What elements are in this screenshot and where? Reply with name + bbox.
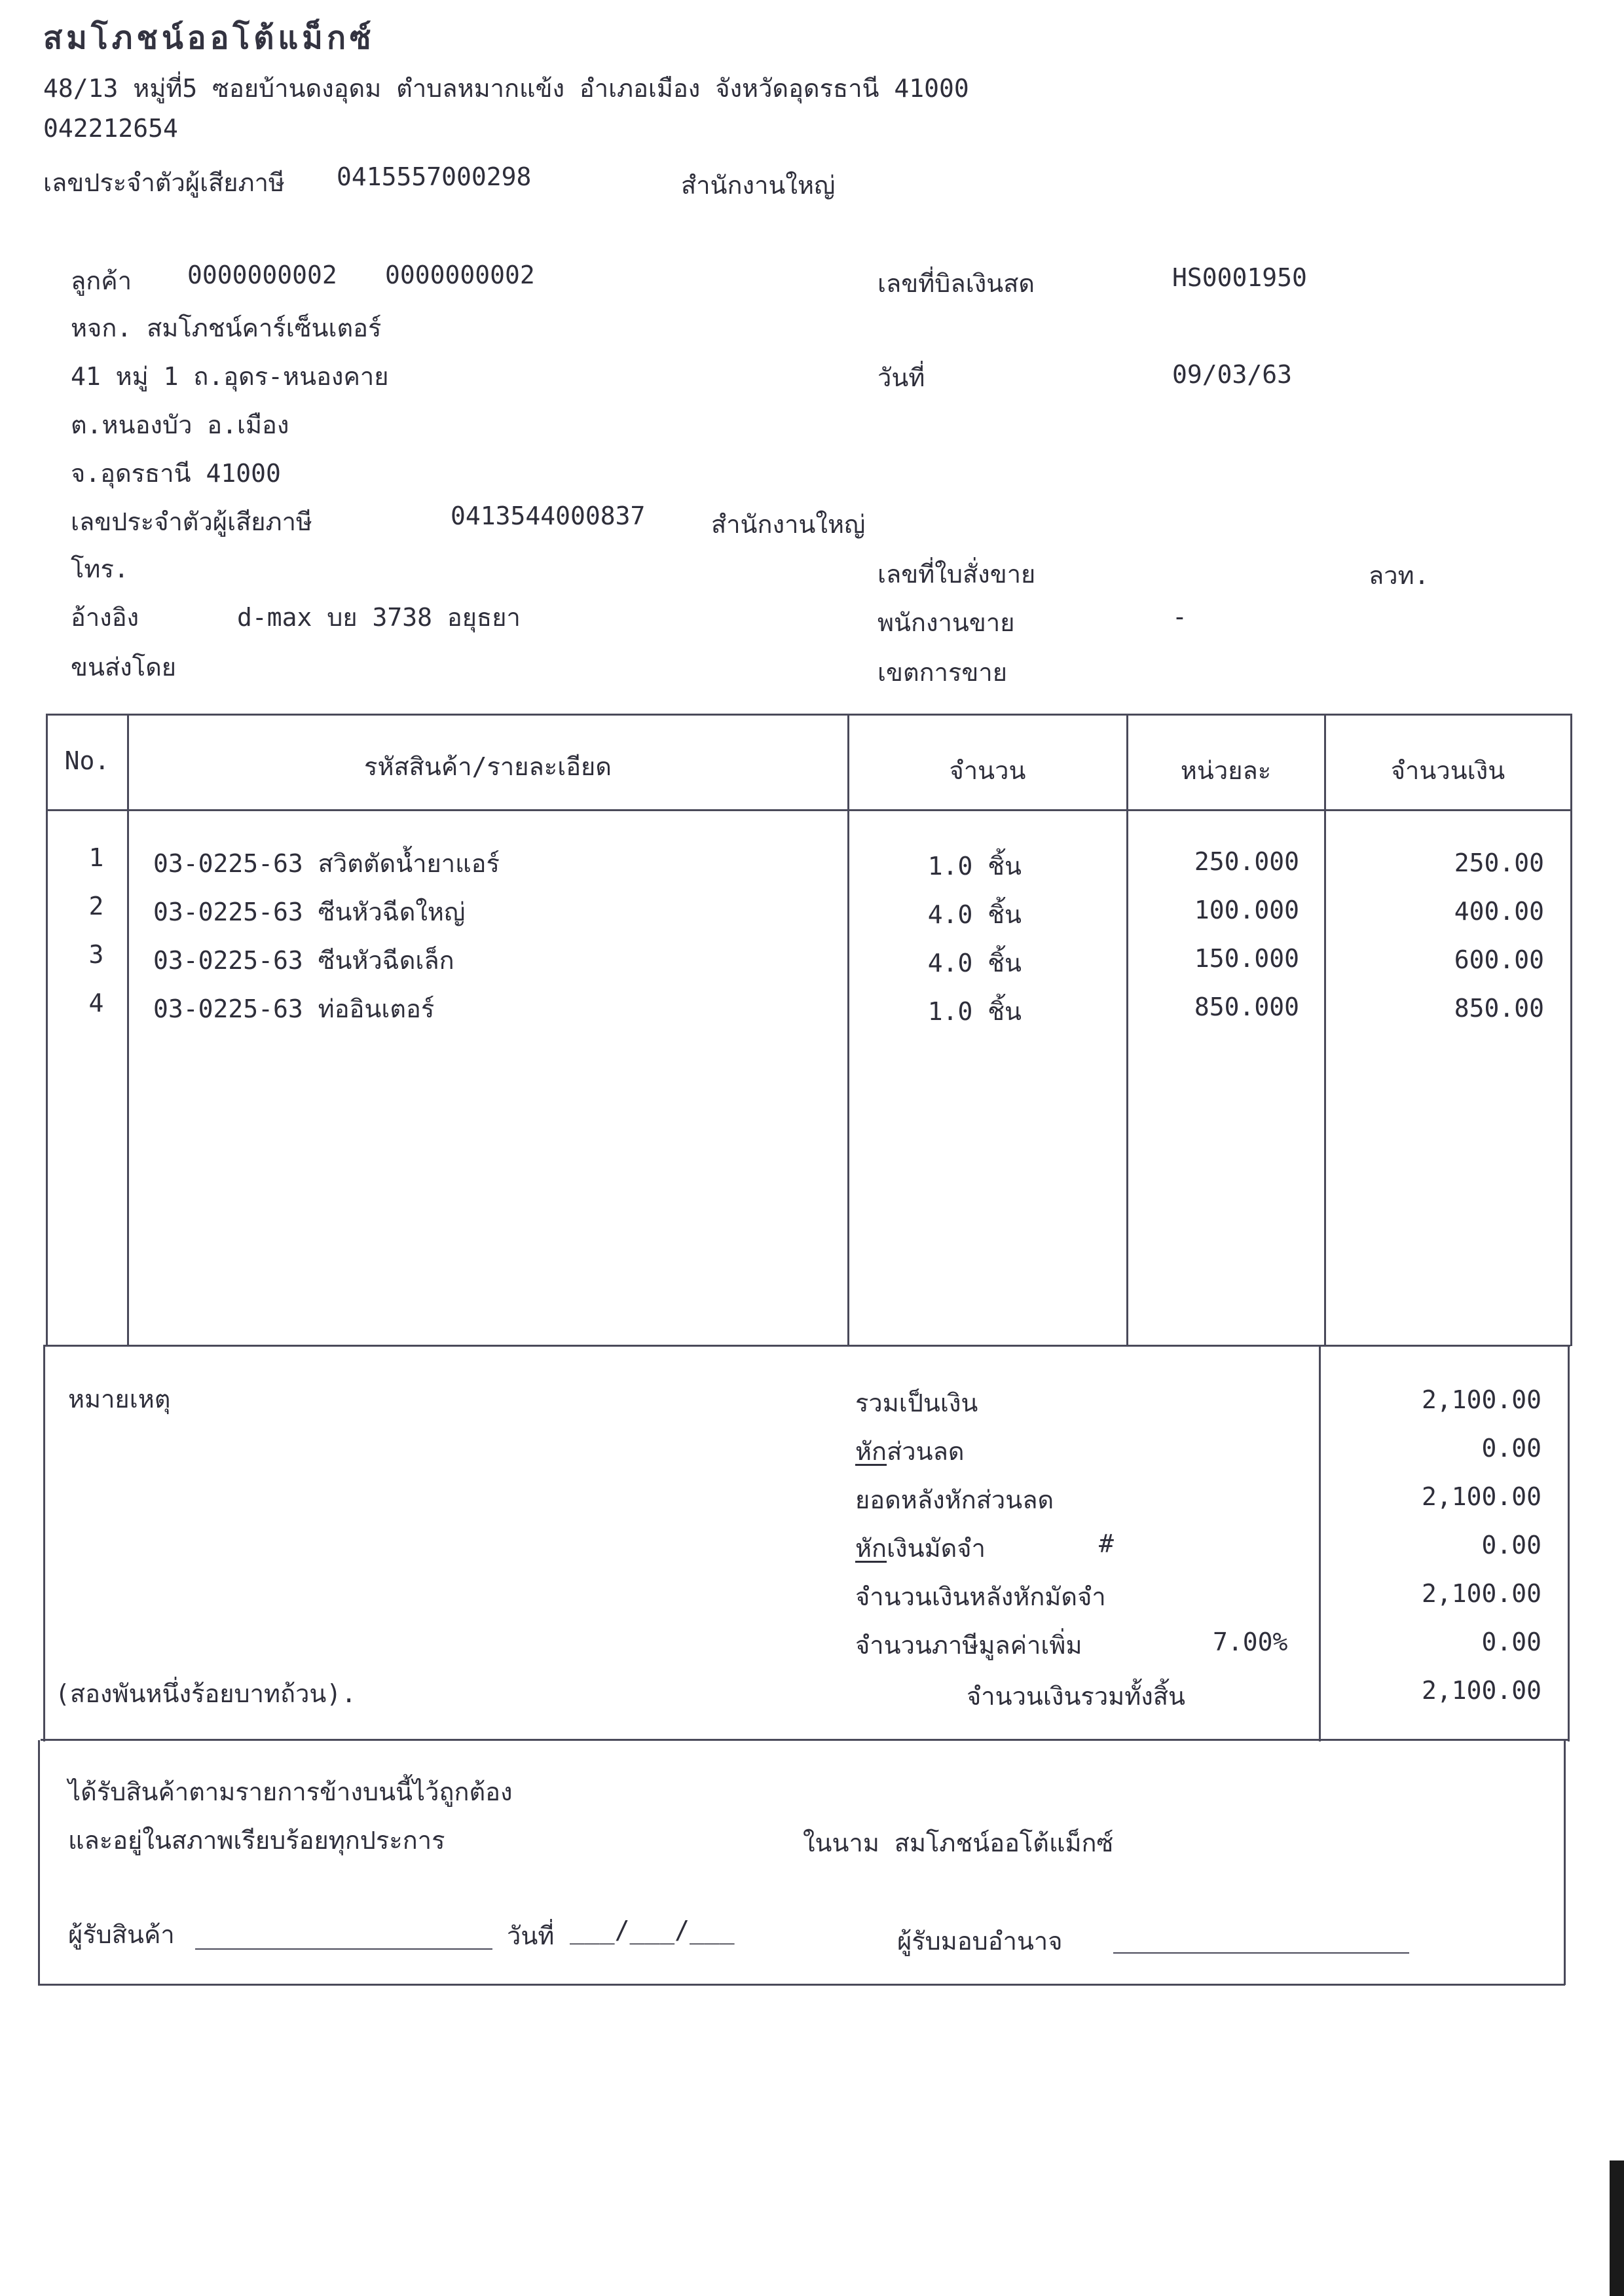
vat-label: จำนวนภาษีมูลค่าเพิ่ม: [855, 1631, 1082, 1660]
bill-no: HS0001950: [1172, 263, 1307, 292]
receive-date-blank: ___/___/___: [570, 1916, 735, 1944]
row-unit-price: 850.000: [1194, 993, 1299, 1021]
customer-ship-label: ขนส่งโดย: [71, 653, 177, 682]
subtotal-label: รวมเป็นเงิน: [855, 1389, 978, 1417]
customer-label: ลูกค้า: [71, 266, 132, 295]
company-tax-id: 0415557000298: [337, 162, 532, 191]
row-quantity: 1.0 ชิ้น: [927, 997, 1022, 1026]
row-no: 2: [88, 892, 104, 920]
receive-date-label: วันที่: [507, 1922, 555, 1950]
header-no: No.: [64, 746, 110, 775]
after-deposit-label: จำนวนเงินหลังหักมัดจำ: [855, 1582, 1106, 1611]
customer-address-1: 41 หมู่ 1 ถ.อุดร-หนองคาย: [71, 362, 389, 391]
discount-value: 0.00: [1481, 1434, 1541, 1463]
row-amount: 600.00: [1454, 945, 1544, 974]
invoice-date: 09/03/63: [1172, 360, 1293, 389]
scan-edge: [1610, 2160, 1624, 2296]
row-no: 4: [88, 989, 104, 1017]
on-behalf-of: ในนาม สมโภชน์ออโต้แม็กซ์: [803, 1829, 1114, 1857]
discount-prefix: หัก: [855, 1437, 887, 1466]
received-line-1: ได้รับสินค้าตามรายการข้างบนนี้ไว้ถูกต้อง: [68, 1777, 513, 1806]
row-amount: 400.00: [1454, 897, 1544, 926]
grand-total-label: จำนวนเงินรวมทั้งสิ้น: [967, 1682, 1185, 1711]
customer-branch: สำนักงานใหญ่: [711, 510, 866, 539]
row-description: 03-0225-63 ซีนหัวฉีดใหญ่: [153, 898, 466, 926]
sales-zone-label: เขตการขาย: [877, 658, 1007, 687]
row-amount: 850.00: [1454, 994, 1544, 1023]
deposit-label: เงินมัดจำ: [887, 1534, 986, 1563]
header-amount: จำนวนเงิน: [1390, 756, 1505, 785]
amount-in-words: (สองพันหนึ่งร้อยบาทถ้วน).: [55, 1679, 357, 1708]
customer-name: หจก. สมโภชน์คาร์เซ็นเตอร์: [71, 314, 382, 342]
salesperson-value: -: [1172, 602, 1187, 631]
grand-total-value: 2,100.00: [1421, 1676, 1541, 1705]
vat-rate: 7.00%: [1213, 1628, 1288, 1656]
after-deposit-value: 2,100.00: [1421, 1579, 1541, 1608]
customer-address-2: ต.หนองบัว อ.เมือง: [71, 410, 289, 439]
company-name: สมโภชน์ออโต้แม็กซ์: [43, 20, 375, 56]
customer-address-3: จ.อุดรธานี 41000: [71, 459, 281, 488]
company-address: 48/13 หมู่ที่5 ซอยบ้านดงอุดม ตำบลหมากแข้ง อำเภอเมือง จังหวัดอุดรธานี 41000: [43, 74, 969, 103]
invoice-date-label: วันที่: [877, 363, 925, 392]
customer-tax-label: เลขประจำตัวผู้เสียภาษี: [71, 507, 312, 536]
company-phone: 042212654: [43, 114, 178, 143]
row-no: 3: [88, 940, 104, 969]
sales-order-label: เลขที่ใบสั่งขาย: [877, 560, 1036, 589]
salesperson-label: พนักงานขาย: [877, 608, 1015, 637]
customer-tax-id: 0413544000837: [451, 501, 646, 530]
customer-phone-label: โทร.: [71, 555, 129, 583]
customer-code-2: 0000000002: [385, 261, 535, 289]
after-discount-label: ยอดหลังหักส่วนลด: [855, 1485, 1054, 1514]
bill-no-label: เลขที่บิลเงินสด: [877, 269, 1035, 298]
row-unit-price: 250.000: [1194, 847, 1299, 876]
deposit-mark: #: [1099, 1529, 1114, 1558]
row-amount: 250.00: [1454, 848, 1544, 877]
deposit-prefix: หัก: [855, 1534, 887, 1563]
discount-label: ส่วนลด: [887, 1437, 965, 1466]
header-quantity: จำนวน: [949, 756, 1026, 785]
row-description: 03-0225-63 สวิตตัดน้ำยาแอร์: [153, 849, 500, 878]
row-description: 03-0225-63 ท่ออินเตอร์: [153, 994, 435, 1023]
remark-label: หมายเหตุ: [68, 1385, 171, 1413]
customer-ref-value: d-max บย 3738 อยุธยา: [237, 603, 521, 632]
customer-ref-label: อ้างอิง: [71, 603, 139, 632]
sales-order-suffix: ลวท.: [1369, 561, 1430, 590]
receiver-signature-line: [195, 1948, 492, 1950]
customer-code-1: 0000000002: [187, 261, 337, 289]
row-description: 03-0225-63 ซีนหัวฉีดเล็ก: [153, 946, 454, 975]
row-unit-price: 150.000: [1194, 944, 1299, 973]
vat-value: 0.00: [1481, 1628, 1541, 1656]
after-discount-value: 2,100.00: [1421, 1482, 1541, 1511]
row-no: 1: [88, 843, 104, 872]
deposit-value: 0.00: [1481, 1531, 1541, 1559]
row-quantity: 4.0 ชิ้น: [927, 900, 1022, 929]
row-quantity: 1.0 ชิ้น: [927, 852, 1022, 881]
authorized-signature-line: [1113, 1952, 1409, 1954]
receiver-label: ผู้รับสินค้า: [68, 1920, 175, 1949]
row-quantity: 4.0 ชิ้น: [927, 949, 1022, 977]
company-branch: สำนักงานใหญ่: [681, 171, 836, 200]
authorized-label: ผู้รับมอบอำนาจ: [897, 1927, 1063, 1956]
header-description: รหัสสินค้า/รายละเอียด: [364, 752, 612, 781]
received-line-2: และอยู่ในสภาพเรียบร้อยทุกประการ: [68, 1826, 445, 1855]
company-tax-label: เลขประจำตัวผู้เสียภาษี: [43, 168, 285, 197]
row-unit-price: 100.000: [1194, 896, 1299, 924]
header-unit-price: หน่วยละ: [1180, 756, 1272, 785]
subtotal-value: 2,100.00: [1421, 1385, 1541, 1414]
